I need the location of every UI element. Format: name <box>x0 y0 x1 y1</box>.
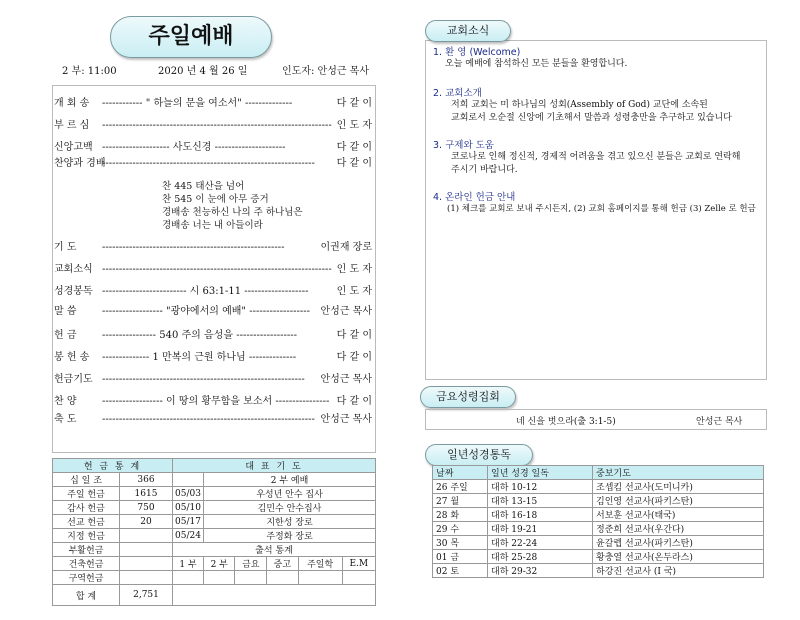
order-leader-dashes: ---------------- <box>102 330 157 341</box>
order-person: 다 같 이 <box>336 330 372 341</box>
offering-label: 십 일 조 <box>53 473 120 487</box>
hymn-item: 경배송 너는 내 아들이라 <box>162 220 263 231</box>
bible-prayer: 김인영 선교사(파키스탄) <box>593 494 764 508</box>
order-title: 이 땅의 황무함을 보소서 <box>166 396 273 407</box>
order-title: 시 63:1-11 <box>189 286 242 297</box>
order-content <box>102 413 321 427</box>
church-news-content <box>433 44 763 216</box>
order-label: 성경봉독 <box>54 286 93 297</box>
offering-value: 1615 <box>120 487 173 501</box>
offering-value <box>120 529 173 543</box>
order-content <box>102 395 337 409</box>
order-label: 찬 양 <box>54 396 77 407</box>
bible-reading: 대하 25-28 <box>488 550 593 564</box>
service-date: 2020 년 4 월 26 일 <box>158 66 248 77</box>
order-content <box>102 373 321 387</box>
order-item <box>54 285 372 299</box>
order-person: 다 같 이 <box>336 396 372 407</box>
order-item <box>54 141 372 155</box>
offering-label: 지정 헌금 <box>53 529 120 543</box>
order-leader-dashes: ------------ <box>102 98 143 109</box>
order-label: 개 회 송 <box>54 98 90 109</box>
order-label: 부 르 심 <box>54 120 90 131</box>
order-label: 축 도 <box>54 414 77 425</box>
order-leader-dashes: -------------- <box>244 98 293 109</box>
order-leader-dashes: ------------------------------------------------------------ <box>102 374 305 385</box>
order-label: 말 씀 <box>54 306 77 317</box>
attendance-col: 주일학 <box>298 557 342 571</box>
order-leader-dashes: -------------------------------------------------------------------- <box>102 264 332 275</box>
bible-prayer: 하강진 선교사 (I 국) <box>593 564 764 578</box>
church-news-header: 교회소식 <box>425 20 511 42</box>
bible-date: 28 화 <box>433 508 488 522</box>
order-leader-dashes: -------------- <box>102 352 150 363</box>
order-item <box>54 263 372 277</box>
order-person: 인 도 자 <box>336 120 372 131</box>
news-heading: 2. 교회소개 <box>433 88 482 99</box>
bible-reading: 대하 16-18 <box>488 508 593 522</box>
offering-prayer-table <box>52 458 376 606</box>
offering-value <box>120 571 173 585</box>
offering-total-label: 합 계 <box>53 585 120 606</box>
order-leader-dashes: -------------- <box>248 352 297 363</box>
order-person: 다 같 이 <box>336 142 372 153</box>
news-body: 코로나로 인해 정신적, 경제적 어려움을 겪고 있으신 분들은 교회로 연락해 <box>451 152 741 162</box>
order-person: 안성근 목사 <box>320 306 372 317</box>
bible-reading: 대하 22-24 <box>488 536 593 550</box>
news-heading: 1. 환 영 (Welcome) <box>433 47 521 58</box>
table-row <box>433 564 764 578</box>
order-person: 다 같 이 <box>336 158 372 169</box>
bible-date: 27 월 <box>433 494 488 508</box>
offering-header: 헌 금 통 계 <box>53 459 173 473</box>
offering-value: 366 <box>120 473 173 487</box>
order-title: 1 만복의 근원 하나님 <box>152 352 246 363</box>
bible-reading-header: 일년성경통독 <box>425 444 533 466</box>
table-row <box>433 550 764 564</box>
attendance-col: 1 부 <box>173 557 204 571</box>
attendance-col: 금요 <box>235 557 267 571</box>
news-body: 저희 교회는 미 하나님의 성회(Assembly of God) 교단에 소속된 <box>451 100 708 110</box>
order-label: 봉 헌 송 <box>54 352 90 363</box>
table-row <box>433 508 764 522</box>
offering-value <box>120 557 173 571</box>
offering-label: 감사 헌금 <box>53 501 120 515</box>
order-item <box>54 241 372 255</box>
order-content <box>102 97 337 111</box>
bible-date: 29 수 <box>433 522 488 536</box>
order-leader-dashes: ------------------ <box>236 330 298 341</box>
news-body: 교회로서 오순절 신앙에 기초해서 말씀과 성령충만을 추구하고 있습니다 <box>451 113 732 123</box>
order-title: "광야에서의 예배" <box>166 306 247 317</box>
offering-total-value: 2,751 <box>120 585 173 606</box>
order-person: 안성근 목사 <box>320 374 372 385</box>
order-leader-dashes: --------------------------------------------------------------- <box>102 414 315 425</box>
order-person: 다 같 이 <box>336 352 372 363</box>
prayer-name: 2 부 예배 <box>204 473 376 487</box>
news-heading: 3. 구제와 도움 <box>433 140 494 151</box>
order-title: 540 주의 음성을 <box>159 330 233 341</box>
order-item <box>54 413 372 427</box>
order-label: 기 도 <box>54 242 77 253</box>
order-content <box>102 285 337 299</box>
order-item <box>54 329 372 343</box>
prayer-name: 지한성 장로 <box>204 515 376 529</box>
order-label: 교회소식 <box>54 264 93 275</box>
order-person: 안성근 목사 <box>320 414 372 425</box>
news-body: (1) 체크를 교회로 보내 주시든지, (2) 교회 홈페이지를 통해 헌금 (3) Zelle 로 헌금 <box>447 204 756 214</box>
hymn-item: 경배송 천능하신 나의 주 하나님은 <box>162 207 303 218</box>
bible-col-header: 날짜 <box>433 466 488 480</box>
bible-prayer: 황충열 선교사(온두라스) <box>593 550 764 564</box>
bible-prayer: 정준희 선교사(우간다) <box>593 522 764 536</box>
news-body: 주시기 바랍니다. <box>451 165 518 175</box>
order-leader-dashes: ------------------- <box>244 286 309 297</box>
bible-reading-table <box>432 465 764 578</box>
bible-date: 30 목 <box>433 536 488 550</box>
order-item <box>54 373 372 387</box>
order-content <box>102 119 337 133</box>
table-row <box>433 522 764 536</box>
offering-value: 750 <box>120 501 173 515</box>
order-item <box>54 97 372 111</box>
bible-prayer: 윤갈렙 선교사(파키스탄) <box>593 536 764 550</box>
order-label: 헌금기도 <box>54 374 93 385</box>
order-person: 인 도 자 <box>336 264 372 275</box>
bible-prayer: 서보훈 선교사(태국) <box>593 508 764 522</box>
order-content <box>102 157 337 171</box>
offering-label: 주일 헌금 <box>53 487 120 501</box>
order-content <box>102 351 337 365</box>
order-leader-dashes: ------------------ <box>102 306 163 317</box>
attendance-col: E.M <box>342 557 375 571</box>
offering-label: 건축헌금 <box>53 557 120 571</box>
order-content <box>102 141 337 155</box>
order-label: 헌 금 <box>54 330 77 341</box>
attendance-col: 중고 <box>267 557 299 571</box>
order-person: 인 도 자 <box>336 286 372 297</box>
order-item <box>54 305 372 319</box>
bible-date: 26 주일 <box>433 480 488 494</box>
offering-label: 선교 헌금 <box>53 515 120 529</box>
news-heading: 4. 온라인 헌금 안내 <box>433 192 516 203</box>
bible-prayer: 조셉킴 선교사(도미니카) <box>593 480 764 494</box>
order-content <box>102 329 337 343</box>
bible-date: 01 금 <box>433 550 488 564</box>
friday-header: 금요성령집회 <box>420 386 516 408</box>
page-title: 주일예배 <box>110 16 272 58</box>
prayer-date: 05/03 <box>173 487 204 501</box>
prayer-header: 대 표 기 도 <box>173 459 376 473</box>
service-time: 2 부: 11:00 <box>62 66 117 77</box>
news-body: 오늘 예배에 참석하신 모든 분들을 환영합니다. <box>445 59 628 69</box>
bible-col-header: 중보기도 <box>593 466 764 480</box>
order-leader-dashes: ------------------------- <box>102 286 187 297</box>
order-content <box>102 305 321 319</box>
bible-date: 02 토 <box>433 564 488 578</box>
prayer-date: 05/17 <box>173 515 204 529</box>
order-leader-dashes: ------------------ <box>102 396 163 407</box>
bible-reading: 대하 13-15 <box>488 494 593 508</box>
table-row <box>433 536 764 550</box>
service-leader: 인도자: 안성근 목사 <box>282 66 370 77</box>
order-leader-dashes: ------------------ <box>249 306 311 317</box>
order-item <box>54 157 372 171</box>
hymn-item: 찬 445 태산을 넘어 <box>162 181 245 192</box>
attendance-header: 출석 통계 <box>173 543 376 557</box>
table-row <box>433 494 764 508</box>
order-content <box>102 241 321 255</box>
friday-box <box>425 409 767 430</box>
order-title: " 하늘의 문을 여소서" <box>145 98 242 109</box>
hymn-item: 찬 545 이 눈에 아무 증거 <box>162 194 269 205</box>
attendance-col: 2 부 <box>204 557 235 571</box>
prayer-date <box>173 473 204 487</box>
prayer-name: 우성년 안수 집사 <box>204 487 376 501</box>
bible-reading: 대하 10-12 <box>488 480 593 494</box>
prayer-name: 김민수 안수집사 <box>204 501 376 515</box>
bible-reading: 대하 19-21 <box>488 522 593 536</box>
prayer-date: 05/24 <box>173 529 204 543</box>
order-leader-dashes: ------------------------------------------------------ <box>102 242 285 253</box>
friday-speaker: 안성근 목사 <box>696 417 743 427</box>
order-leader-dashes: ---------------- <box>275 396 330 407</box>
bible-col-header: 일년 성경 일독 <box>488 466 593 480</box>
prayer-date: 05/10 <box>173 501 204 515</box>
order-label: 신앙고백 <box>54 142 93 153</box>
order-content <box>102 263 337 277</box>
table-row <box>433 480 764 494</box>
order-person: 이권재 장로 <box>320 242 372 253</box>
order-leader-dashes: -------------------------------------------------------------------- <box>102 120 332 131</box>
bible-reading: 대하 29-32 <box>488 564 593 578</box>
order-leader-dashes: --------------------- <box>214 142 286 153</box>
order-label: 찬양과 경배 <box>54 158 106 169</box>
offering-value <box>120 543 173 557</box>
order-leader-dashes: --------------------------------------------------------------- <box>102 158 315 169</box>
order-title: 사도신경 <box>172 142 212 153</box>
order-item <box>54 351 372 365</box>
order-person: 다 같 이 <box>336 98 372 109</box>
order-leader-dashes: -------------------- <box>102 142 170 153</box>
order-item <box>54 395 372 409</box>
friday-scripture: 네 신을 벗으라(출 3:1-5) <box>516 417 616 427</box>
offering-value: 20 <box>120 515 173 529</box>
offering-label: 구역헌금 <box>53 571 120 585</box>
order-item <box>54 119 372 133</box>
hymn-list <box>162 180 303 232</box>
offering-label: 부활헌금 <box>53 543 120 557</box>
prayer-name: 주정화 장로 <box>204 529 376 543</box>
